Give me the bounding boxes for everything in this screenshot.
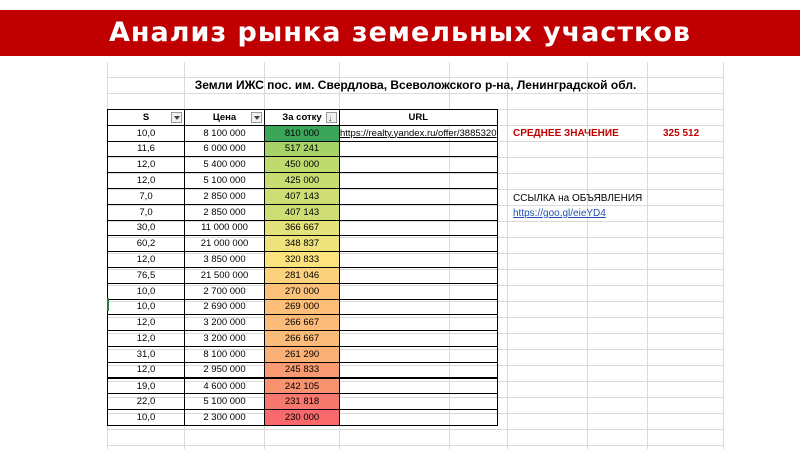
s-cell: 31,0 [108,346,185,362]
table-row [108,394,498,410]
price-cell: 21 000 000 [185,236,265,252]
table-row [108,125,498,141]
s-cell: 76,5 [108,267,185,283]
gridline [507,62,508,449]
gridline [107,445,724,446]
s-cell: 12,0 [108,331,185,347]
s-cell: 30,0 [108,220,185,236]
table-row [108,236,498,252]
column-header-url[interactable] [340,110,498,126]
s-cell: 12,0 [108,157,185,173]
table-row [108,315,498,331]
url-cell [340,299,498,315]
s-cell: 7,0 [108,188,185,204]
column-header-label: За сотку [282,111,322,123]
average-label: СРЕДНЕЕ ЗНАЧЕНИЕ [513,128,619,139]
table-row [108,173,498,189]
s-cell: 12,0 [108,315,185,331]
price-cell: 4 600 000 [185,378,265,394]
table-header-row [108,110,498,126]
price-cell: 2 850 000 [185,204,265,220]
sort-descending-icon[interactable]: ↓ [326,112,337,123]
url-cell [340,188,498,204]
price-cell: 11 000 000 [185,220,265,236]
per-sotka-cell: 450 000 [265,157,340,173]
table-row [108,378,498,394]
url-cell [340,141,498,157]
url-cell [340,346,498,362]
gridline [647,62,648,449]
s-cell: 10,0 [108,299,185,315]
url-cell [340,204,498,220]
url-cell [340,378,498,394]
table-row [108,188,498,204]
table-row [108,220,498,236]
title-banner [0,10,800,56]
url-cell [340,283,498,299]
table-row [108,283,498,299]
filter-dropdown-icon[interactable] [251,112,262,123]
s-cell: 10,0 [108,125,185,141]
url-cell [340,394,498,410]
s-cell: 12,0 [108,252,185,268]
url-cell [340,220,498,236]
per-sotka-cell: 407 143 [265,204,340,220]
active-row-marker [107,298,109,311]
per-sotka-cell: 231 818 [265,394,340,410]
column-header-per-sotka[interactable] [265,110,340,126]
column-header-s[interactable] [108,110,185,126]
per-sotka-cell: 245 833 [265,362,340,378]
per-sotka-cell: 230 000 [265,410,340,426]
s-cell: 12,0 [108,362,185,378]
per-sotka-cell: 348 837 [265,236,340,252]
per-sotka-cell: 517 241 [265,141,340,157]
price-cell: 2 690 000 [185,299,265,315]
per-sotka-cell: 270 000 [265,283,340,299]
s-cell: 19,0 [108,378,185,394]
listings-link[interactable]: https://goo.gl/eieYD4 [513,208,606,219]
column-header-price[interactable] [185,110,265,126]
listings-table [107,109,498,426]
filter-dropdown-icon[interactable] [171,112,182,123]
price-cell: 3 200 000 [185,331,265,347]
table-row [108,141,498,157]
spreadsheet [107,62,724,449]
slide-title: Анализ рынка земельных участков [109,17,691,48]
url-cell [340,331,498,347]
table-row [108,252,498,268]
price-cell: 2 700 000 [185,283,265,299]
per-sotka-cell: 261 290 [265,346,340,362]
price-cell: 2 300 000 [185,410,265,426]
per-sotka-cell: 269 000 [265,299,340,315]
link-label: ССЫЛКА на ОБЪЯВЛЕНИЯ [513,193,643,204]
table-row [108,362,498,378]
url-cell [340,173,498,189]
s-cell: 22,0 [108,394,185,410]
table-row [108,204,498,220]
price-cell: 21 500 000 [185,267,265,283]
price-cell: 8 100 000 [185,346,265,362]
per-sotka-cell: 266 667 [265,315,340,331]
s-cell: 11,6 [108,141,185,157]
per-sotka-cell: 320 833 [265,252,340,268]
price-cell: 5 400 000 [185,157,265,173]
column-header-label: Цена [212,111,237,123]
per-sotka-cell: 366 667 [265,220,340,236]
column-header-label: S [142,111,150,123]
s-cell: 60,2 [108,236,185,252]
table-row [108,299,498,315]
per-sotka-cell: 810 000 [265,125,340,141]
table-row [108,410,498,426]
per-sotka-cell: 425 000 [265,173,340,189]
price-cell: 6 000 000 [185,141,265,157]
url-cell [340,157,498,173]
average-value: 325 512 [663,128,700,139]
price-cell: 3 200 000 [185,315,265,331]
url-cell [340,362,498,378]
url-cell[interactable]: https://realty.yandex.ru/offer/3885320 [340,125,498,141]
gridline [587,62,588,449]
s-cell: 7,0 [108,204,185,220]
url-cell [340,267,498,283]
gridline [107,93,724,94]
url-cell [340,236,498,252]
per-sotka-cell: 407 143 [265,188,340,204]
price-cell: 5 100 000 [185,394,265,410]
per-sotka-cell: 242 105 [265,378,340,394]
s-cell: 10,0 [108,410,185,426]
price-cell: 3 850 000 [185,252,265,268]
per-sotka-cell: 266 667 [265,331,340,347]
gridline [107,429,724,430]
gridline [723,62,724,449]
column-header-label: URL [408,111,429,123]
url-cell [340,315,498,331]
table-row [108,157,498,173]
price-cell: 2 850 000 [185,188,265,204]
price-cell: 5 100 000 [185,173,265,189]
url-cell [340,252,498,268]
url-cell [340,410,498,426]
price-cell: 2 950 000 [185,362,265,378]
price-cell: 8 100 000 [185,125,265,141]
per-sotka-cell: 281 046 [265,267,340,283]
table-row [108,267,498,283]
s-cell: 10,0 [108,283,185,299]
sheet-title: Земли ИЖС пос. им. Свердлова, Всеволожского р-на, Ленинградской обл. [194,78,637,92]
table-row [108,346,498,362]
s-cell: 12,0 [108,173,185,189]
table-row [108,331,498,347]
